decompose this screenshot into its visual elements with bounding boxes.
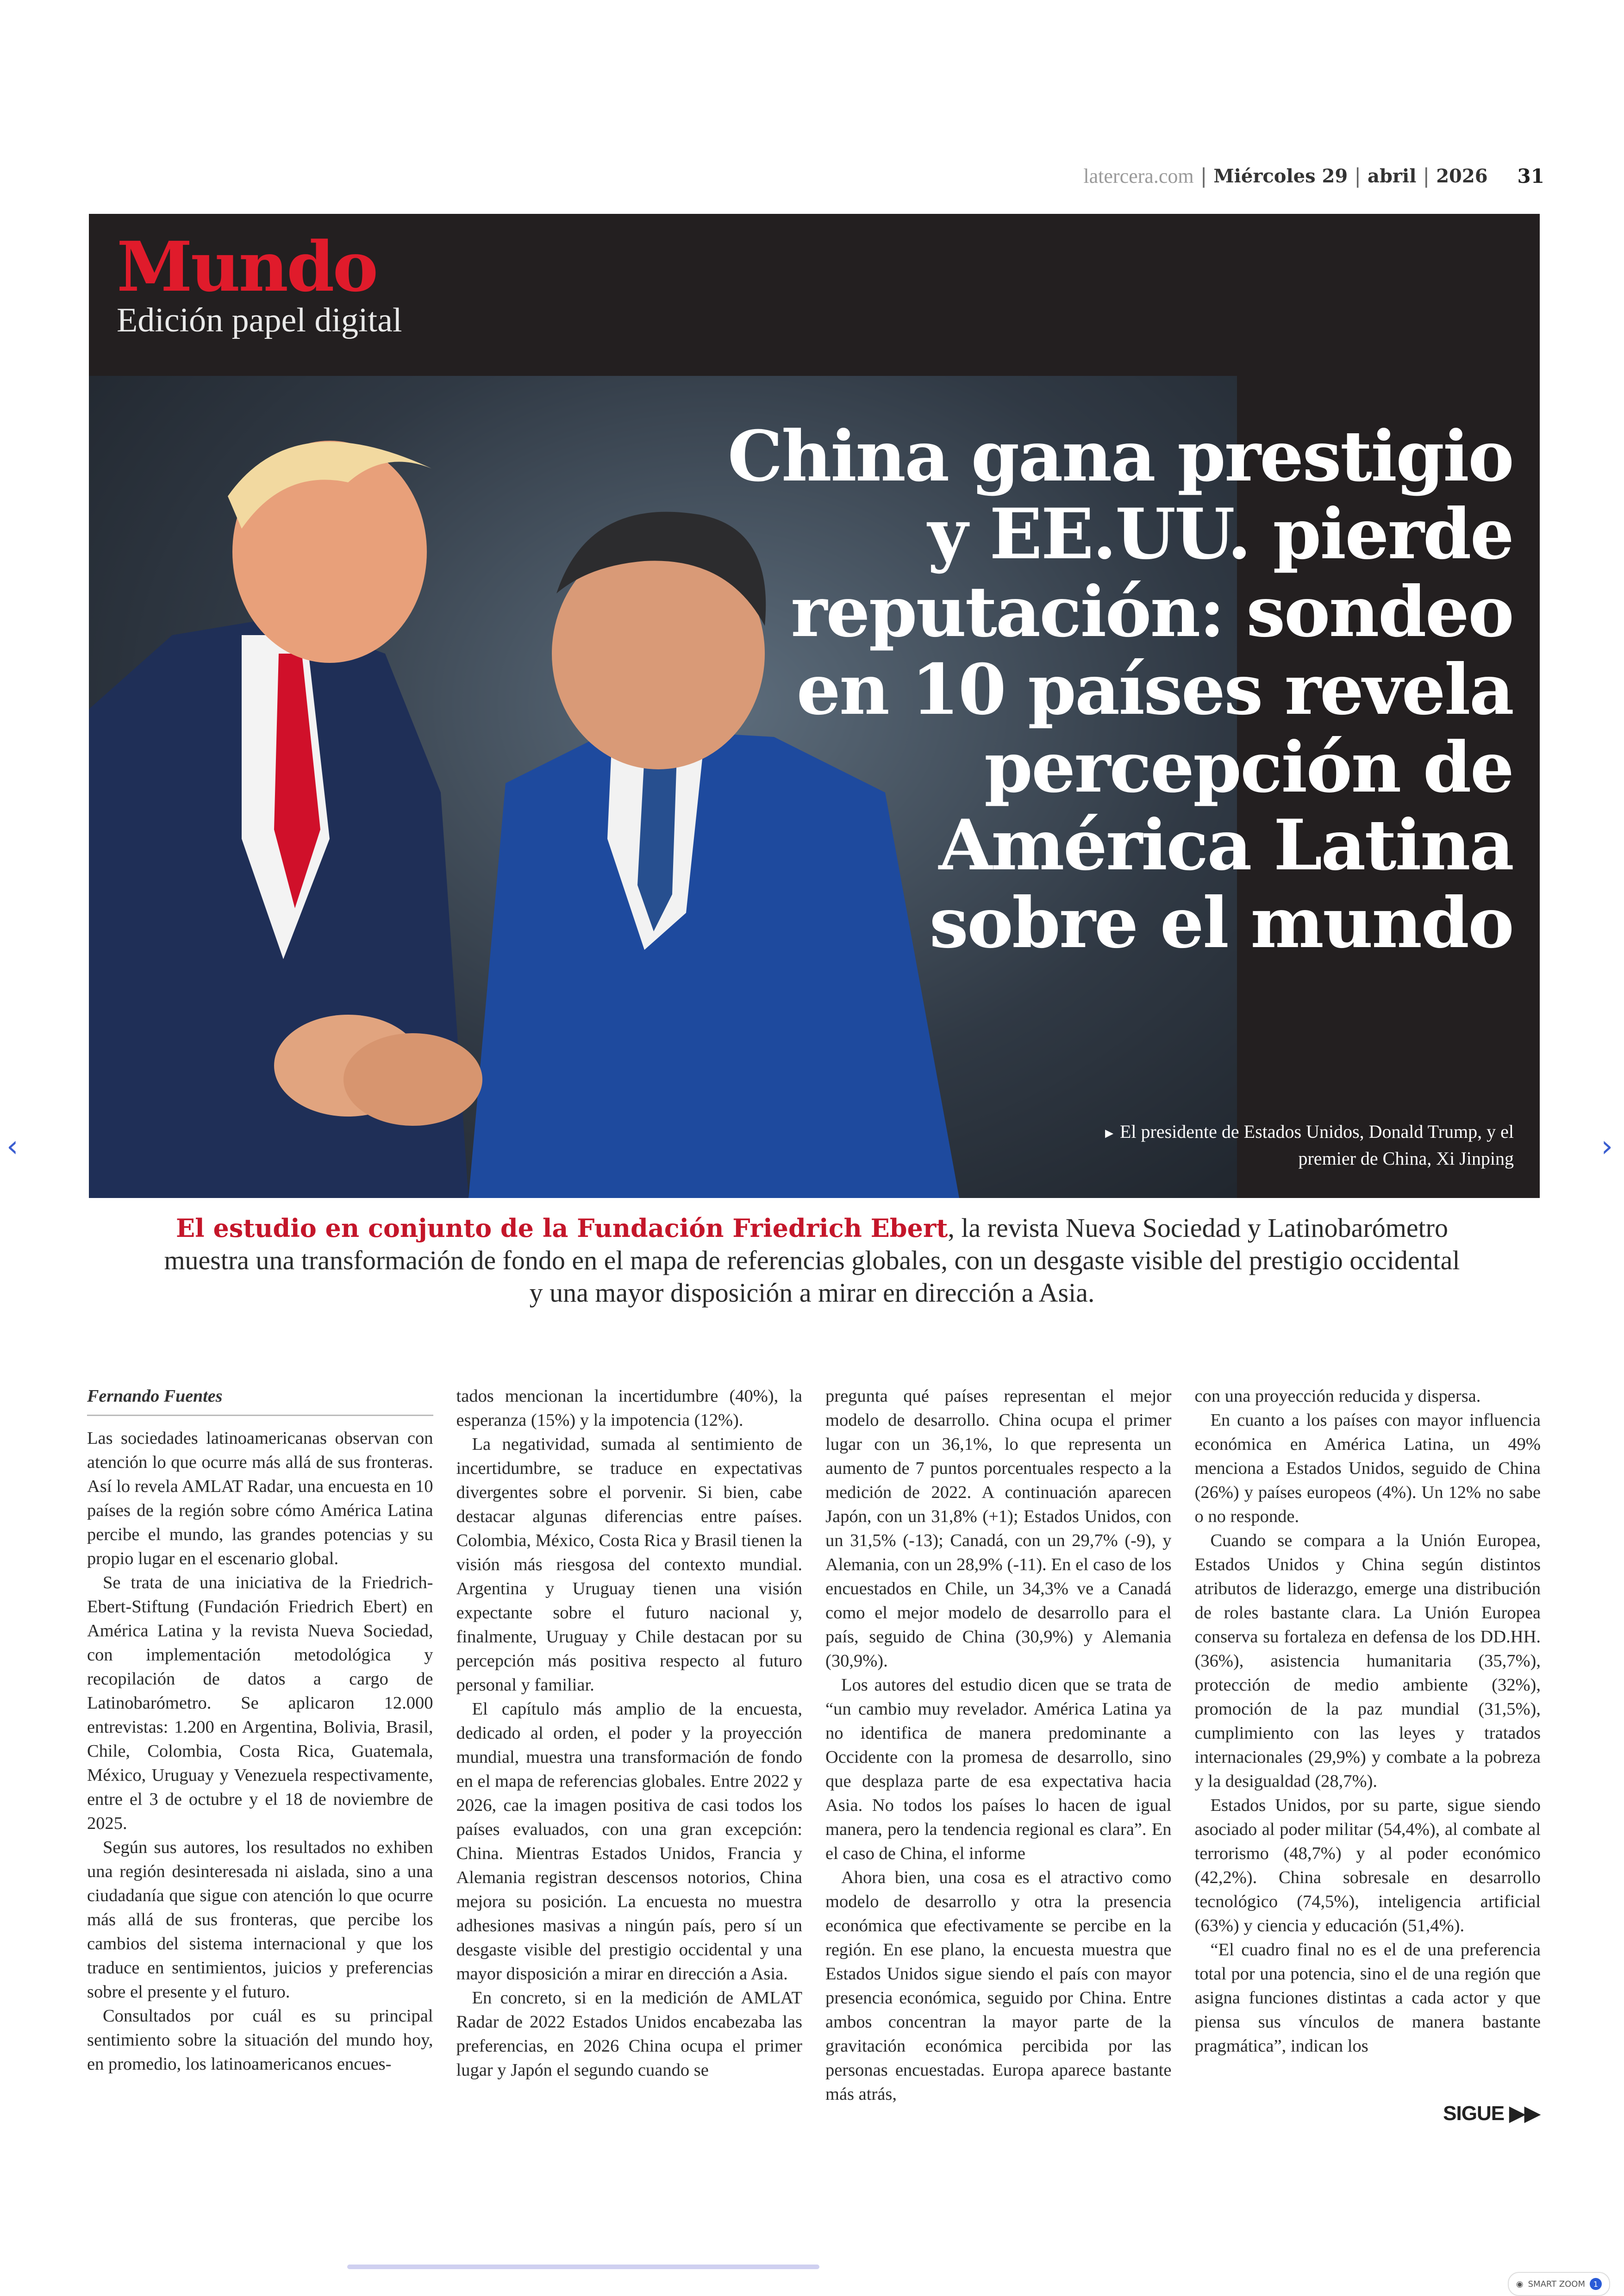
prev-page-icon[interactable]: ‹ [6, 1129, 19, 1164]
lead-highlight: El estudio en conjunto de la Fundación Friedrich Ebert [176, 1213, 948, 1243]
zoom-label: SMART ZOOM [1528, 2279, 1585, 2289]
paragraph: Ahora bien, una cosa es el atractivo como modelo de desarrollo y otra la presencia económica que efectivamente se percibe en la región. En ese plano, la encuesta muestra que Estados Unidos sigue siendo el país con mayor presencia económica, seguido por China. Entre ambos concentran la mayor parte de la gravitación económica percibida por las personas encuestadas. Europa aparece bastante más atrás, [825, 1868, 1172, 2104]
paragraph: Consultados por cuál es su principal sentimiento sobre la situación del mundo hoy, en promedio, los latinoamericanos encues- [87, 2006, 433, 2074]
header-year: 2026 [1436, 165, 1488, 187]
paragraph: Según sus autores, los resultados no exhiben una región desinteresada ni aislada, sino a una ciudadanía que sigue con atención lo que ocurre más allá de sus fronteras, que percibe los cambios del sistema internacional y que los traduce en sentimientos, juicios y preferencias sobre el presente y el futuro. [87, 1838, 433, 2002]
paragraph: Se trata de una iniciativa de la Friedrich-Ebert-Stiftung (Fundación Friedrich Ebert) en América Latina y la revista Nueva Sociedad, con implementación metodológica y recopilación de datos a cargo de Latinobarómetro. Se aplicaron 12.000 entrevistas: 1.200 en Argentina, Bolivia, Brasil, Chile, Colombia, Costa Rica, Guatemala, México, Uruguay y Venezuela respectivamente, entre el 3 de octubre y el 18 de noviembre de 2025. [87, 1573, 433, 1833]
paragraph: Cuando se compara a la Unión Europea, Estados Unidos y China según distintos atributos de liderazgo, emerge una distribución de roles bastante clara. La Unión Europea conserva su fortaleza en defensa de los DD.HH. (36%), asistencia humanitaria (35,7%), protección de medio ambiente (32%), promoción de la paz mundial (31,5%), cumplimiento con las leyes y tratados internacionales (29,9%) y combate a la pobreza y la desigualdad (28,7%). [1194, 1531, 1541, 1791]
section-subtitle: Edición papel digital [117, 301, 402, 339]
author-byline: Fernando Fuentes [87, 1384, 433, 1416]
paragraph: tados mencionan la incertidumbre (40%), la esperanza (15%) y la impotencia (12%). [456, 1386, 802, 1430]
page-header [1083, 162, 1544, 190]
paragraph: “El cuadro final no es el de una preferencia total por una potencia, sino el de una región que asigna funciones distintas a cada actor y que piensa sus vínculos de manera bastante pragmática”, indican los [1194, 1940, 1541, 2056]
divider: | [1200, 164, 1207, 188]
paragraph: Las sociedades latinoamericanas observan con atención lo que ocurre más allá de sus fronteras. Así lo revela AMLAT Radar, una encuesta en 10 países de la región sobre cómo América Latina percibe el mundo, las grandes potencias y su propio lugar en el escenario global. [87, 1429, 433, 1568]
header-day: Miércoles 29 [1213, 165, 1348, 187]
caption-marker-icon: ► [1102, 1126, 1116, 1141]
divider: | [1354, 164, 1362, 188]
article-column-3 [825, 1384, 1172, 2134]
article-column-2 [456, 1384, 803, 2134]
paragraph: con una proyección reducida y dispersa. [1194, 1386, 1481, 1406]
article-column-1 [87, 1384, 433, 2134]
scrollbar[interactable] [347, 2265, 819, 2269]
header-month: abril [1368, 165, 1417, 187]
paragraph: El capítulo más amplio de la encuesta, dedicado al orden, el poder y la proyección mundial, muestra una transformación de fondo en el mapa de referencias globales. Entre 2022 y 2026, cae la imagen positiva de casi todos los países evaluados, con una gran excepción: China. Mientras Estados Unidos, Francia y Alemania registran descensos notorios, China mejora su posición. La encuesta no muestra adhesiones masivas a ningún país, pero sí un desgaste visible del prestigio occidental y una mayor disposición a mirar en dirección a Asia. [456, 1699, 802, 1984]
article-column-4 [1195, 1384, 1541, 2134]
page-number: 31 [1517, 164, 1544, 187]
article-body [87, 1384, 1541, 2134]
paragraph: En concreto, si en la medición de AMLAT Radar de 2022 Estados Unidos encabezaba las preferencias, en 2026 China ocupa el primer lugar y Japón el segundo cuando se [456, 1988, 802, 2080]
headline: China gana prestigio y EE.UU. pierde reputación: sondeo en 10 países revela percepción de América Latina sobre el mundo [727, 416, 1513, 964]
zoom-badge: 1 [1590, 2278, 1602, 2290]
divider: | [1423, 164, 1430, 188]
paragraph: Los autores del estudio dicen que se trata de “un cambio muy revelador. América Latina ya no identifica de manera predominante a Occidente con la promesa de desarrollo, sino que desplaza parte de esa expectativa hacia Asia. No todos los países lo hacen de igual manera, pero la tendencia regional es clara”. En el caso de China, el informe [825, 1675, 1172, 1863]
continue-marker: SIGUE ▶▶ [1443, 2102, 1540, 2125]
caption-text: El presidente de Estados Unidos, Donald Trump, y el premier de China, Xi Jinping [1119, 1121, 1514, 1169]
eye-icon: ◉ [1516, 2279, 1524, 2289]
paragraph: pregunta qué países representan el mejor modelo de desarrollo. China ocupa el primer lugar con un 36,1%, lo que representa un aumento de 7 puntos porcentuales respecto a la medición de 2022. A continuación aparecen Japón, con un 31,8% (+1); Estados Unidos, con un 31,5% (-13); Canadá, con un 29,7% (-9), y Alemania, con un 28,9% (-11). En el caso de los encuestados en Chile, un 34,3% ve a Canadá como el mejor modelo de desarrollo para el país, seguido de China (30,9%) y Alemania (30,9%). [825, 1386, 1172, 1671]
lead-text: , la revista Nueva Sociedad y Latinobarómetro muestra una transformación de fondo en el mapa de referencias globales, con un desgaste visible del prestigio occidental y una mayor disposición a mirar en dirección a Asia. [164, 1213, 1460, 1308]
smart-zoom-button[interactable] [1508, 2272, 1610, 2296]
section-title: Mundo [117, 226, 377, 307]
paragraph: La negatividad, sumada al sentimiento de incertidumbre, se traduce en expectativas divergentes sobre el porvenir. Si bien, cabe destacar algunas diferencias entre países. Colombia, México, Costa Rica y Brasil tienen la visión más riesgosa del contexto mundial. Argentina y Uruguay tienen una visión expectante sobre el futuro nacional y, finalmente, Uruguay y Chile destacan por su percepción más positiva respecto al futuro personal y familiar. [456, 1435, 802, 1695]
photo-caption [1097, 1119, 1514, 1171]
next-page-icon[interactable]: › [1601, 1129, 1613, 1164]
site-name[interactable]: latercera.com [1083, 164, 1194, 187]
lead-paragraph [157, 1212, 1467, 1309]
paragraph: Estados Unidos, por su parte, sigue siendo asociado al poder militar (54,4%), al combate al terrorismo (48,7%) y al poder económico (42,2%). China sobresale en desarrollo tecnológico (74,5%), inteligencia artificial (63%) y ciencia y educación (51,4%). [1194, 1796, 1541, 1935]
paragraph: En cuanto a los países con mayor influencia económica en América Latina, un 49% menciona a Estados Unidos, seguido de China (26%) y países europeos (4%). Un 12% no sabe o no responde. [1194, 1410, 1541, 1526]
article-banner [89, 214, 1540, 1198]
